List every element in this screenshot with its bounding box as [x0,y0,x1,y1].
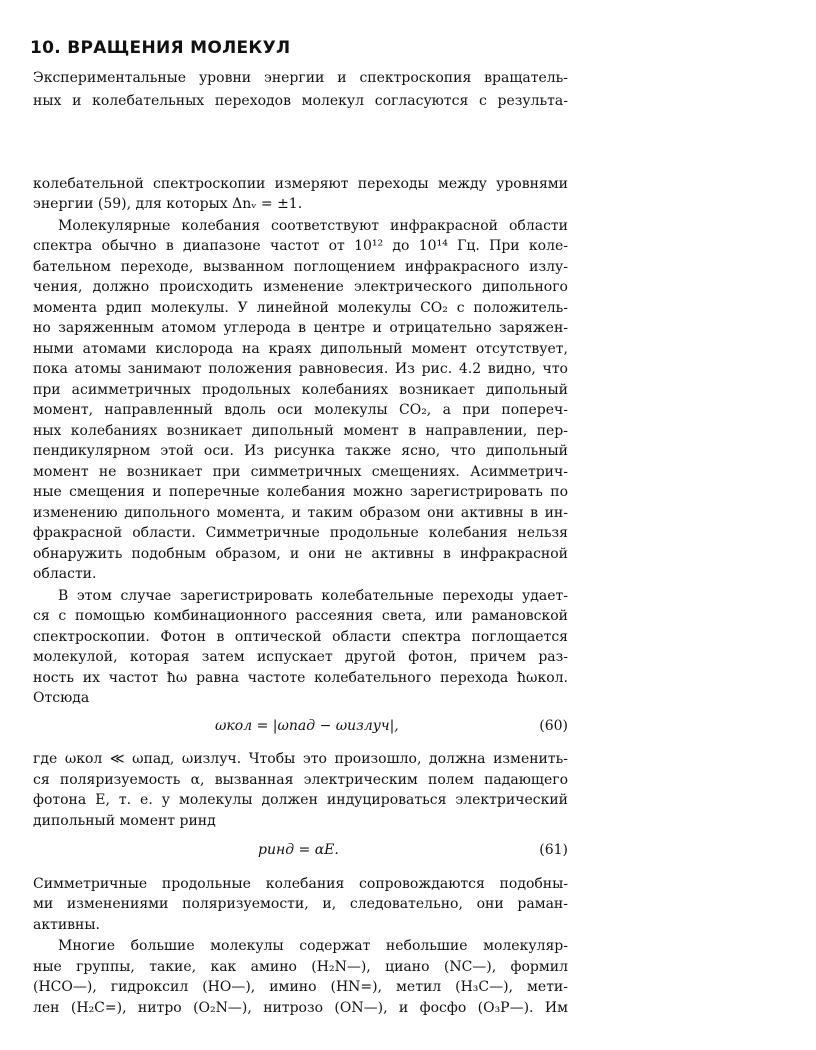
text-line: ся с помощью комбинационного рассеяния света, или рамановской [33,608,568,624]
text-line: спектра обычно в диапазоне частот от 10¹² до 10¹⁴ Гц. При коле- [33,238,568,254]
text-line: обнаружить подобным образом, и они не активны в инфракрасной [33,546,568,562]
text-line: активны. [33,917,100,933]
text-line: момента pдип молекулы. У линейной молекулы CO₂ с положитель- [33,300,568,316]
text-line: ми изменениями поляризуемости, и, следовательно, они раман- [33,896,568,912]
text-line: ные смещения и поперечные колебания можно зарегистрировать по [33,484,568,500]
text-line: (HCO—), гидроксил (HO—), имино (HN=), метил (H₃C—), мети- [33,979,568,995]
text-line: области. [33,566,97,582]
text-line: Молекулярные колебания соответствуют инфракрасной области [58,218,568,234]
text-line: при асимметричных продольных колебаниях возникает дипольный [33,382,568,398]
text-line: момент, направленный вдоль оси молекулы CO₂, а при попереч- [33,402,568,418]
text-line: ных и колебательных переходов молекул согласуются с результа- [33,93,568,109]
text-line: пока атомы занимают положения равновесия. Из рис. 4.2 видно, что [33,361,568,377]
text-line: фотона E, т. е. у молекулы должен индуцироваться электрический [33,792,568,808]
text-line: энергии (59), для которых Δnᵥ = ±1. [33,196,303,212]
text-line: ся поляризуемость α, вызванная электрическим полем падающего [33,772,568,788]
text-line: ных колебаниях возникает дипольный момент в направлении, пер- [33,423,568,439]
text-line: бательном переходе, вызванном поглощением инфракрасного излу- [33,259,568,275]
text-line: колебательной спектроскопии измеряют переходы между уровнями [33,176,568,192]
section-heading: 10. ВРАЩЕНИЯ МОЛЕКУЛ [30,38,291,58]
text-line: молекулой, которая затем испускает другой фотон, причем раз- [33,649,568,665]
text-line: Экспериментальные уровни энергии и спектроскопия вращатель- [33,70,568,86]
text-line: чения, должно происходить изменение электрического дипольного [33,279,568,295]
text-line: где ωкол ≪ ωпад, ωизлуч. Чтобы это произошло, должна изменить- [33,751,568,767]
text-line: спектроскопии. Фотон в оптической области спектра поглощается [33,629,568,645]
equation-60: ωкол = |ωпад − ωизлуч|, [215,718,399,734]
text-line: ными атомами кислорода на краях дипольный момент отсутствует, [33,341,568,357]
equation-number-61: (61) [539,842,568,858]
text-line: ность их частот ħω равна частоте колебательного перехода ħωкол. [33,670,568,686]
text-line: пендикулярном этой оси. Из рисунка также ясно, что дипольный [33,443,568,459]
text-line: Многие большие молекулы содержат небольшие молекуляр- [58,938,568,954]
text-line: В этом случае зарегистрировать колебательные переходы удает- [58,588,568,604]
text-line: ные группы, такие, как амино (H₂N—), циано (NC—), формил [33,959,568,975]
text-line: дипольный момент pинд [33,813,216,829]
text-line: Отсюда [33,690,90,706]
text-line: лен (H₂C=), нитро (O₂N—), нитрозо (ON—), и фосфо (O₃P—). Им [33,1000,568,1016]
text-line: Симметричные продольные колебания сопровождаются подобны- [33,876,568,892]
text-line: момент не возникает при симметричных смещениях. Асимметрич- [33,464,568,480]
equation-61: pинд = αE. [258,842,339,858]
text-line: изменению дипольного момента, и таким образом они активны в ин- [33,505,568,521]
text-line: но заряженным атомом углерода в центре и отрицательно заряжен- [33,320,568,336]
equation-number-60: (60) [539,718,568,734]
text-line: фракрасной области. Симметричные продольные колебания нельзя [33,525,568,541]
